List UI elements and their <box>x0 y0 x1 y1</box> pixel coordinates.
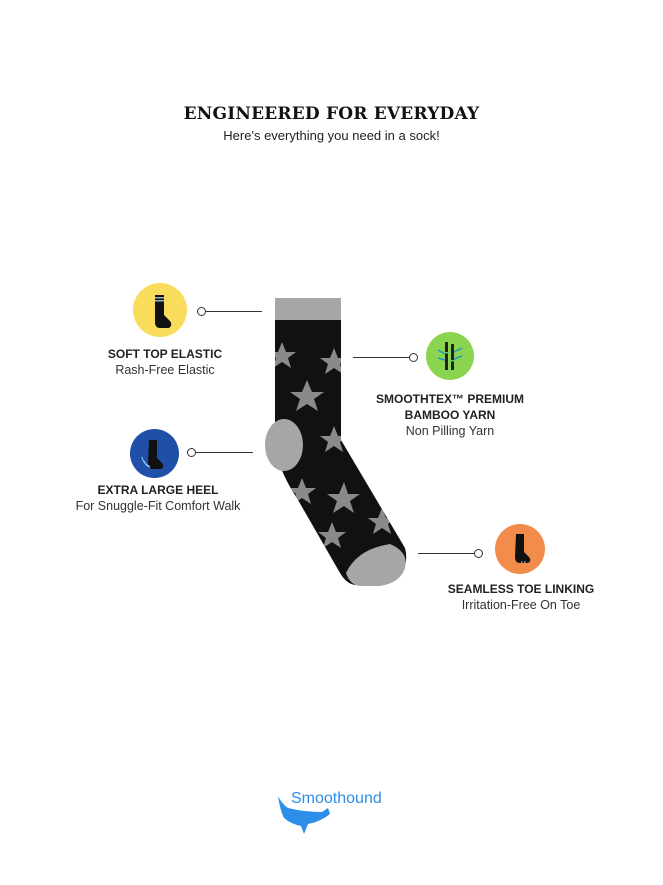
feature-soft-top-heading: SOFT TOP ELASTIC <box>107 347 223 361</box>
page-subtitle: Here's everything you need in a sock! <box>223 128 440 143</box>
sock-toe-icon <box>495 524 545 574</box>
page-title: ENGINEERED FOR EVERYDAY <box>183 104 480 124</box>
feature-bamboo-heading-2: BAMBOO YARN <box>404 408 496 422</box>
feature-bamboo-sub: Non Pilling Yarn <box>405 424 495 438</box>
brand-name: Smoothound <box>291 790 382 807</box>
sock-top-icon <box>133 283 187 337</box>
feature-bamboo-heading-1: SMOOTHTEX™ PREMIUM <box>375 392 524 406</box>
feature-toe-heading: SEAMLESS TOE LINKING <box>447 582 595 596</box>
feature-heel-heading: EXTRA LARGE HEEL <box>97 483 219 497</box>
sock-heel-icon <box>130 429 179 478</box>
feature-soft-top-sub: Rash-Free Elastic <box>115 363 215 377</box>
sock-illustration <box>262 290 422 600</box>
bamboo-icon <box>426 332 474 380</box>
feature-heel-sub: For Snuggle-Fit Comfort Walk <box>75 499 241 513</box>
feature-toe-sub: Irritation-Free On Toe <box>461 598 581 612</box>
